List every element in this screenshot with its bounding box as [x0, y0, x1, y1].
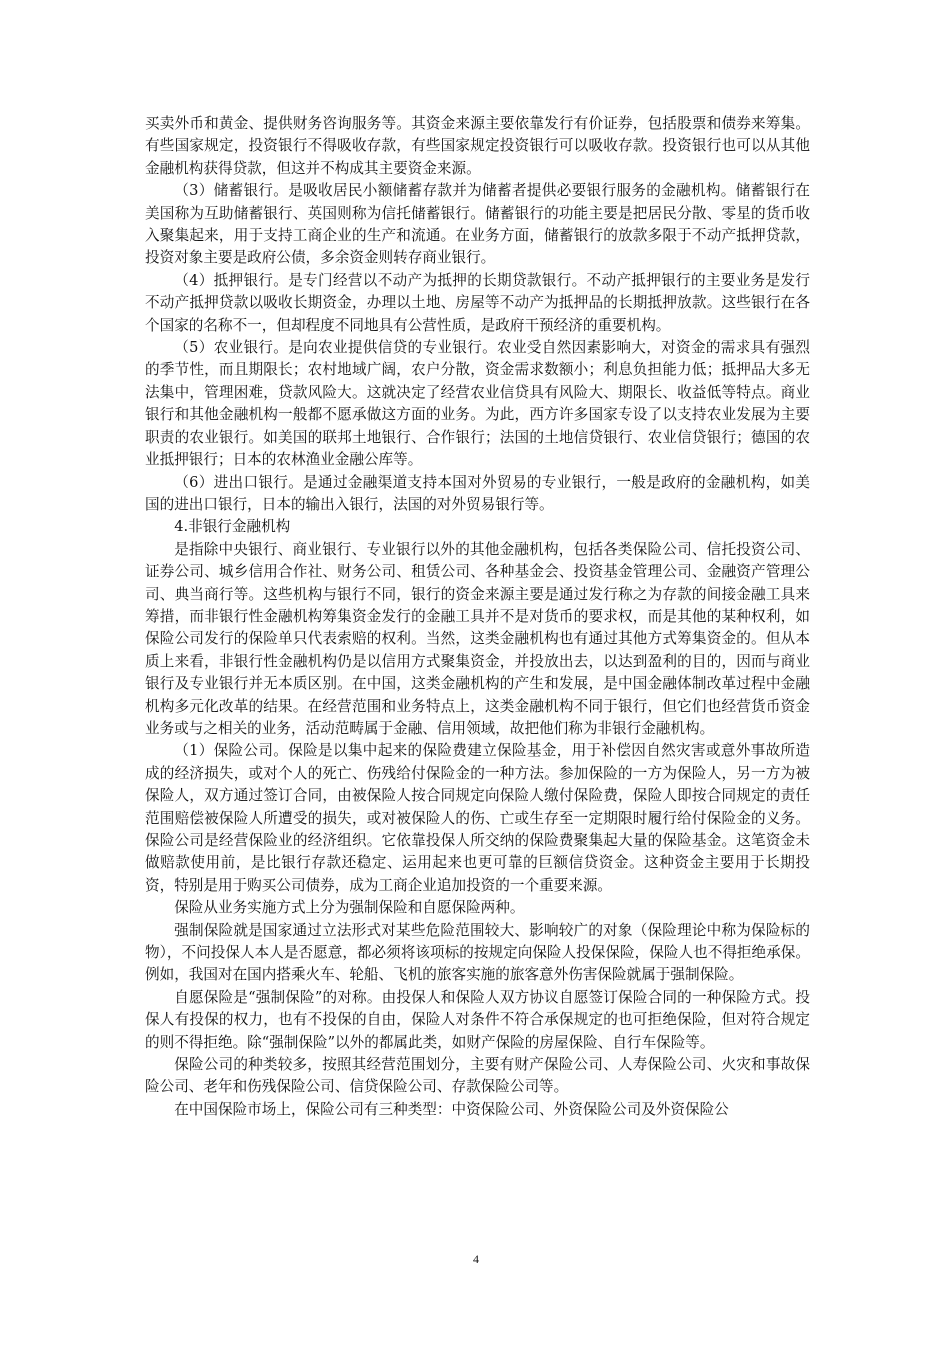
paragraph-insurance-company: （1）保险公司。保险是以集中起来的保险费建立保险基金，用于补偿因自然灾害或意外事故所造成的经济损失，或对个人的死亡、伤残给付保险金的一种方法。参加保险的一方为保险人，另一方为被保险人，双方通过签订合同，由被保险人按合同规定向保险人缴付保险费，保险人即按合同规定的责任范围赔偿被保险人所遭受的损失，或对被保险人的伤、亡或生存至一定期限时履行给付保险金的义务。保险公司是经营保险业的经济组织。它依靠投保人所交纳的保险费聚集起大量的保险基金。这笔资金未做赔款使用前，是比银行存款还稳定、运用起来也更可靠的巨额信贷资金。这种资金主要用于长期投资，特别是用于购买公司债券，成为工商企业追加投资的一个重要来源。 [145, 742, 810, 894]
paragraph-insurance-types: 保险从业务实施方式上分为强制保险和自愿保险两种。 [174, 899, 525, 917]
paragraph-export-import-bank: （6）进出口银行。是通过金融渠道支持本国对外贸易的专业银行，一般是政府的金融机构，如美国的进出口银行，日本的输出入银行，法国的对外贸易银行等。 [145, 473, 810, 513]
paragraph-non-bank-definition: 是指除中央银行、商业银行、专业银行以外的其他金融机构，包括各类保险公司、信托投资公司、证券公司、城乡信用合作社、财务公司、租赁公司、各种基金会、投资基金管理公司、金融资产管理公司、典当商行等。这些机构与银行不同，银行的资金来源主要是通过发行称之为存款的间接金融工具来筹措，而非银行性金融机构筹集资金发行的金融工具并不是对货币的要求权，而是其他的某种权利，如保险公司发行的保险单只代表索赔的权利。当然，这类金融机构也有通过其他方式筹集资金的。但从本质上来看，非银行性金融机构仍是以信用方式聚集资金，并投放出去，以达到盈利的目的，因而与商业银行及专业银行并无本质区别。在中国，这类金融机构的产生和发展，是中国金融体制改革过程中金融机构多元化改革的结果。在经营范围和业务特点上，这类金融机构不同于银行，但它们也经营货币资金业务或与之相关的业务，活动范畴属于金融、信用领域，故把他们称为非银行金融机构。 [145, 540, 810, 737]
paragraph-agricultural-bank: （5）农业银行。是向农业提供信贷的专业银行。农业受自然因素影响大，对资金的需求具有强烈的季节性，而且期限长；农村地域广阔，农户分散，资金需求数额小；利息负担能力低；抵押品大多无法集中，管理困难，贷款风险大。这就决定了经营农业信贷具有风险大、期限长、收益低等特点。商业银行和其他金融机构一般都不愿承做这方面的业务。为此，西方许多国家专设了以支持农业发展为主要职责的农业银行。如美国的联邦土地银行、合作银行；法国的土地信贷银行、农业信贷银行；德国的农业抵押银行；日本的农林渔业金融公库等。 [145, 339, 810, 469]
paragraph-mortgage-bank: （4）抵押银行。是专门经营以不动产为抵押的长期贷款银行。不动产抵押银行的主要业务是发行不动产抵押贷款以吸收长期资金，办理以土地、房屋等不动产为抵押品的长期抵押放款。这些银行在各个国家的名称不一，但却程度不同地具有公营性质，是政府干预经济的重要机构。 [145, 271, 810, 334]
paragraph-voluntary-insurance: 自愿保险是“强制保险”的对称。由投保人和保险人双方协议自愿签订保险合同的一种保险方式。投保人有投保的权力，也有不投保的自由，保险人对条件不符合承保规定的也可拒绝保险，但对符合规定的则不得拒绝。除“强制保险”以外的都属此类，如财产保险的房屋保险、自行车保险等。 [145, 988, 810, 1051]
paragraph-investment-bank-cont: 买卖外币和黄金、提供财务咨询服务等。其资金来源主要依靠发行有价证券，包括股票和债券来筹集。有些国家规定，投资银行不得吸收存款，有些国家规定投资银行可以吸收存款。投资银行也可以从其他金融机构获得贷款，但这并不构成其主要资金来源。 [145, 115, 810, 177]
paragraph-china-insurance-market: 在中国保险市场上，保险公司有三种类型：中资保险公司、外资保险公司及外资保险公 [174, 1100, 729, 1118]
document-body [145, 113, 810, 1121]
paragraph-compulsory-insurance: 强制保险就是国家通过立法形式对某些危险范围较大、影响较广的对象（保险理论中称为保险标的物），不问投保人本人是否愿意，都必须将该项标的按规定向保险人投保保险，保险人也不得拒绝承保。例如，我国对在国内搭乘火车、轮船、飞机的旅客实施的旅客意外伤害保险就属于强制保险。 [145, 921, 810, 984]
section-heading-non-bank: 4.非银行金融机构 [174, 518, 291, 536]
paragraph-insurance-company-kinds: 保险公司的种类较多，按照其经营范围划分，主要有财产保险公司、人寿保险公司、火灾和事故保险公司、老年和伤残保险公司、信贷保险公司、存款保险公司等。 [145, 1056, 810, 1096]
page-number: 4 [473, 1252, 479, 1266]
paragraph-savings-bank: （3）储蓄银行。是吸收居民小额储蓄存款并为储蓄者提供必要银行服务的金融机构。储蓄银行在美国称为互助储蓄银行、英国则称为信托储蓄银行。储蓄银行的功能主要是把居民分散、零星的货币收入聚集起来，用于支持工商企业的生产和流通。在业务方面，储蓄银行的放款多限于不动产抵押贷款，投资对象主要是政府公债，多余资金则转存商业银行。 [145, 182, 810, 267]
